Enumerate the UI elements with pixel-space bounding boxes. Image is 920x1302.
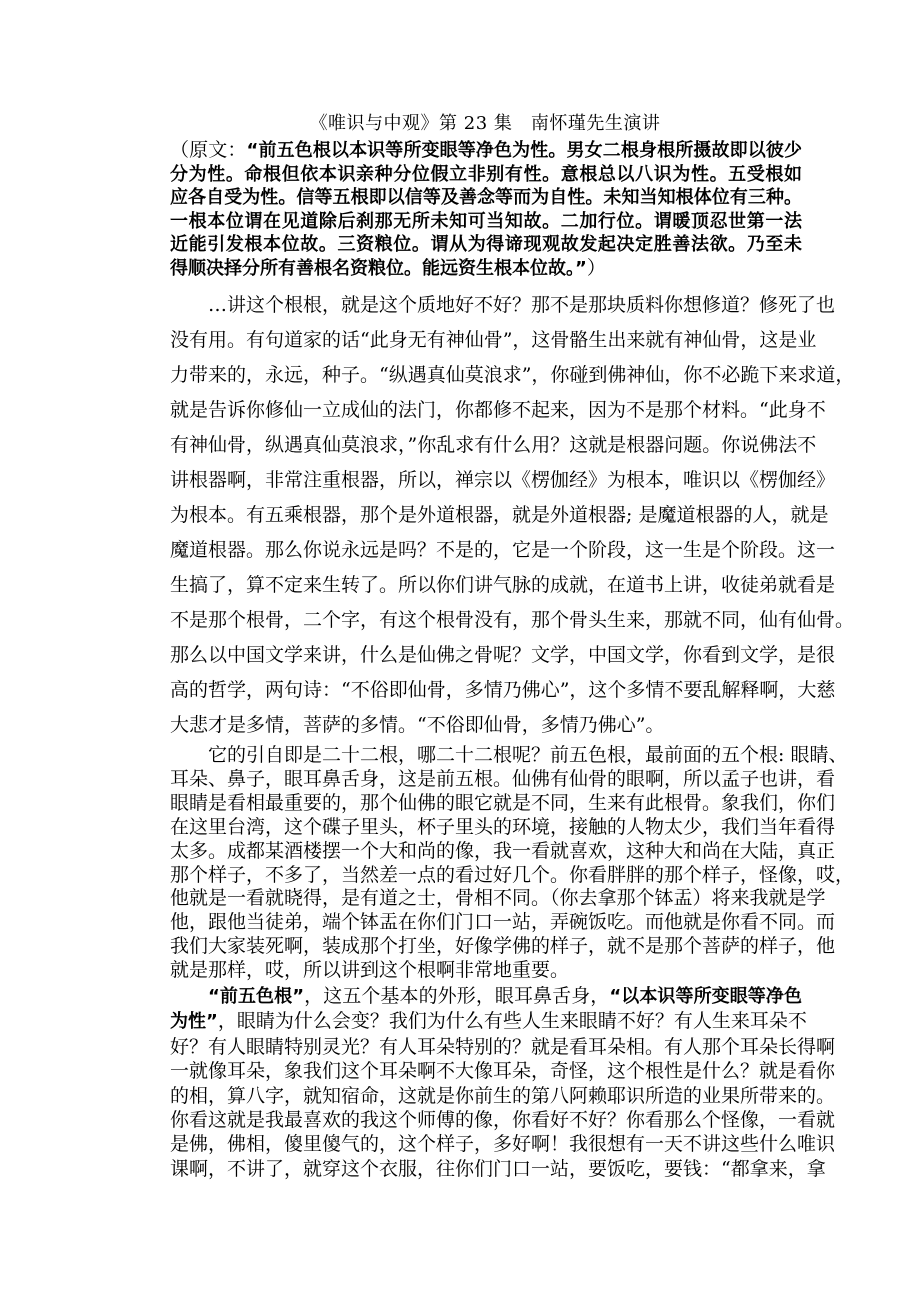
text-run: 的相，算八字，就知宿命，这就是你前生的第八阿赖耶识所造的业果所带来的。 [170,1084,836,1107]
text-line [170,744,848,768]
text-line [170,1009,807,1034]
text-run: 你看这就是我最喜欢的我这个师傅的像，你看好不好？你看那么个怪像，一看就 [170,1109,836,1132]
text-line [170,984,802,1009]
text-line [170,767,836,792]
text-run: ，这五个基本的外形，眼耳鼻舌身， [304,985,610,1007]
text-run: 魔道根器。那么你说永远是吗？不是的，它是一个阶段，这一生是个阶段。这一 [170,539,836,561]
text-line [170,186,802,210]
document-title: 《唯识与中观》第 23 集 南怀瑾先生演讲 [309,113,661,134]
paragraph-3 [170,984,836,1181]
text-line [170,1035,836,1059]
text-line [170,959,802,983]
text-run: …讲这个根根，就是这个质地好不好？那不是那块质料你想修道？修死了也 [208,294,836,316]
text-line [170,210,802,234]
text-line [170,163,802,187]
text-line [170,1108,836,1132]
text-line [170,863,855,888]
text-line [170,288,836,323]
text-run: 眼睛是看相最重要的，那个仙佛的眼它就是不同，生来有此根骨。象我们，你们 [170,791,836,814]
bold-text: 为性” [170,1011,218,1033]
text-line [170,708,802,743]
text-run: 高的哲学，两句诗：“不俗即仙骨，多情乃佛心”，这个多情不要乱解释啊，大慈 [170,679,836,701]
text-line [170,887,826,911]
text-line [170,1157,826,1181]
paragraph-1 [170,288,855,743]
text-line [170,393,826,428]
text-run: 一就像耳朵，象我们这个耳朵啊不大像耳朵，奇怪，这个根性是什么？就是看你 [170,1060,836,1083]
text-line [170,1132,836,1156]
text-line [170,463,836,498]
text-run: 是佛，佛相，傻里傻气的，这个样子，多好啊！我很想有一天不讲这些什么唯识 [170,1133,836,1156]
text-run: 我们大家装死啊，装成那个打坐，好像学佛的样子，就不是那个菩萨的样子，他 [170,935,836,958]
text-run: 没有用。有句道家的话“此身无有神仙骨”，这骨骼生出来就有神仙骨，这是业 [170,329,817,351]
bold-text: 近能引发根本位故。三资粮位。谓从为得谛现观故发起决定胜善法欲。乃至未 [170,234,802,256]
bold-text: 分为性。命根但依本识亲种分位假立非别有性。意根总以八识为性。五受根如 [170,163,802,185]
text-run: 他就是一看就晓得，是有道之士，骨相不同。（你去拿那个钵盂）将来我就是学 [170,887,826,910]
text-line [170,498,829,533]
text-line [170,791,836,816]
text-line [170,358,855,393]
text-line [170,911,836,935]
text-line [170,568,836,603]
text-run: 在这里台湾，这个碟子里头，杯子里头的环境，接触的人物太少，我们当年看得 [170,815,836,838]
text-run: 为根本。有五乘根器，那个是外道根器，就是外道根器; 是魔道根器的人，就是 [170,504,829,526]
text-run: （原文： [170,139,247,161]
text-run: 那么以中国文学来讲，什么是仙佛之骨呢？文学，中国文学，你看到文学，是很 [170,644,836,666]
text-line [170,533,836,568]
bold-text: “以本识等所变眼等净色 [609,986,802,1007]
text-run: 不是那个根骨，二个字，有这个根骨没有，那个骨头生来，那就不同，仙有仙骨。 [170,609,855,631]
paragraph-2 [170,744,855,983]
text-run: 生搞了，算不定来生转了。所以你们讲气脉的成就，在道书上讲，收徒弟就看是 [170,574,836,596]
text-line [170,1084,836,1108]
text-line [170,603,855,638]
text-run: 太多。成都某酒楼摆一个大和尚的像，我一看就喜欢，这种大和尚在大陆，真正 [170,839,836,862]
text-line [170,839,836,864]
text-line [170,638,836,673]
text-run: ） [586,256,606,279]
bold-text: “前五色根以本识等所变眼等净色为性。男女二根身根所摄故即以彼少 [246,140,802,161]
text-run: 大悲才是多情，菩萨的多情。“不俗即仙骨，多情乃佛心”。 [170,714,665,736]
text-run: 那个样子，不多了，当然差一点的看过好几个。你看胖胖的那个样子，怪像，哎， [170,863,855,886]
text-line [170,139,802,163]
text-run: 有神仙骨，纵遇真仙莫浪求，”你乱求有什么用？这就是根器问题。你说佛法不 [170,434,817,456]
text-run: 力带来的，永远，种子。“纵遇真仙莫浪求”，你碰到佛神仙，你不必跪下来求道， [170,364,855,386]
bold-text: 一根本位谓在见道除后刹那无所未知可当知故。二加行位。谓暖顶忍世第一法 [170,210,802,232]
text-line [170,673,836,708]
text-run: 讲根器啊，非常注重根器，所以，禅宗以《楞伽经》为根本，唯识以《楞伽经》 [170,469,836,491]
original-text-block [170,139,802,281]
bold-text: 得顺决择分所有善根名资粮位。能远资生根本位故。” [170,257,587,279]
text-line [170,257,802,281]
text-run: 就是那样，哎，所以讲到这个根啊非常地重要。 [170,959,570,982]
text-run: 好？有人眼睛特别灵光？有人耳朵特别的？就是看耳朵相。有人那个耳朵长得啊 [170,1035,836,1058]
text-line [170,1059,836,1083]
text-line [170,233,802,257]
text-run: 就是告诉你修仙一立成仙的法门，你都修不起来，因为不是那个材料。“此身不 [170,399,826,421]
text-run: 他，跟他当徒弟，端个钵盂在你们门口一站，弄碗饭吃。而他就是你看不同。而 [170,911,836,934]
text-run: ，眼睛为什么会变？我们为什么有些人生来眼睛不好？有人生来耳朵不 [217,1010,807,1033]
text-line [170,323,817,358]
bold-text: “前五色根” [208,986,305,1007]
text-line [170,428,817,463]
text-run: 它的引自即是二十二根，哪二十二根呢？前五色根，最前面的五个根: 眼睛、 [208,744,848,766]
text-line [170,935,836,959]
text-run: 课啊，不讲了，就穿这个衣服，往你们门口一站，要饭吃，要钱：“都拿来，拿 [170,1157,826,1180]
bold-text: 应各自受为性。信等五根即以信等及善念等而为自性。未知当知根体位有三种。 [170,187,802,209]
text-run: 耳朵、鼻子，眼耳鼻舌身，这是前五根。仙佛有仙骨的眼啊，所以孟子也讲，看 [170,767,836,790]
text-line [170,815,836,840]
